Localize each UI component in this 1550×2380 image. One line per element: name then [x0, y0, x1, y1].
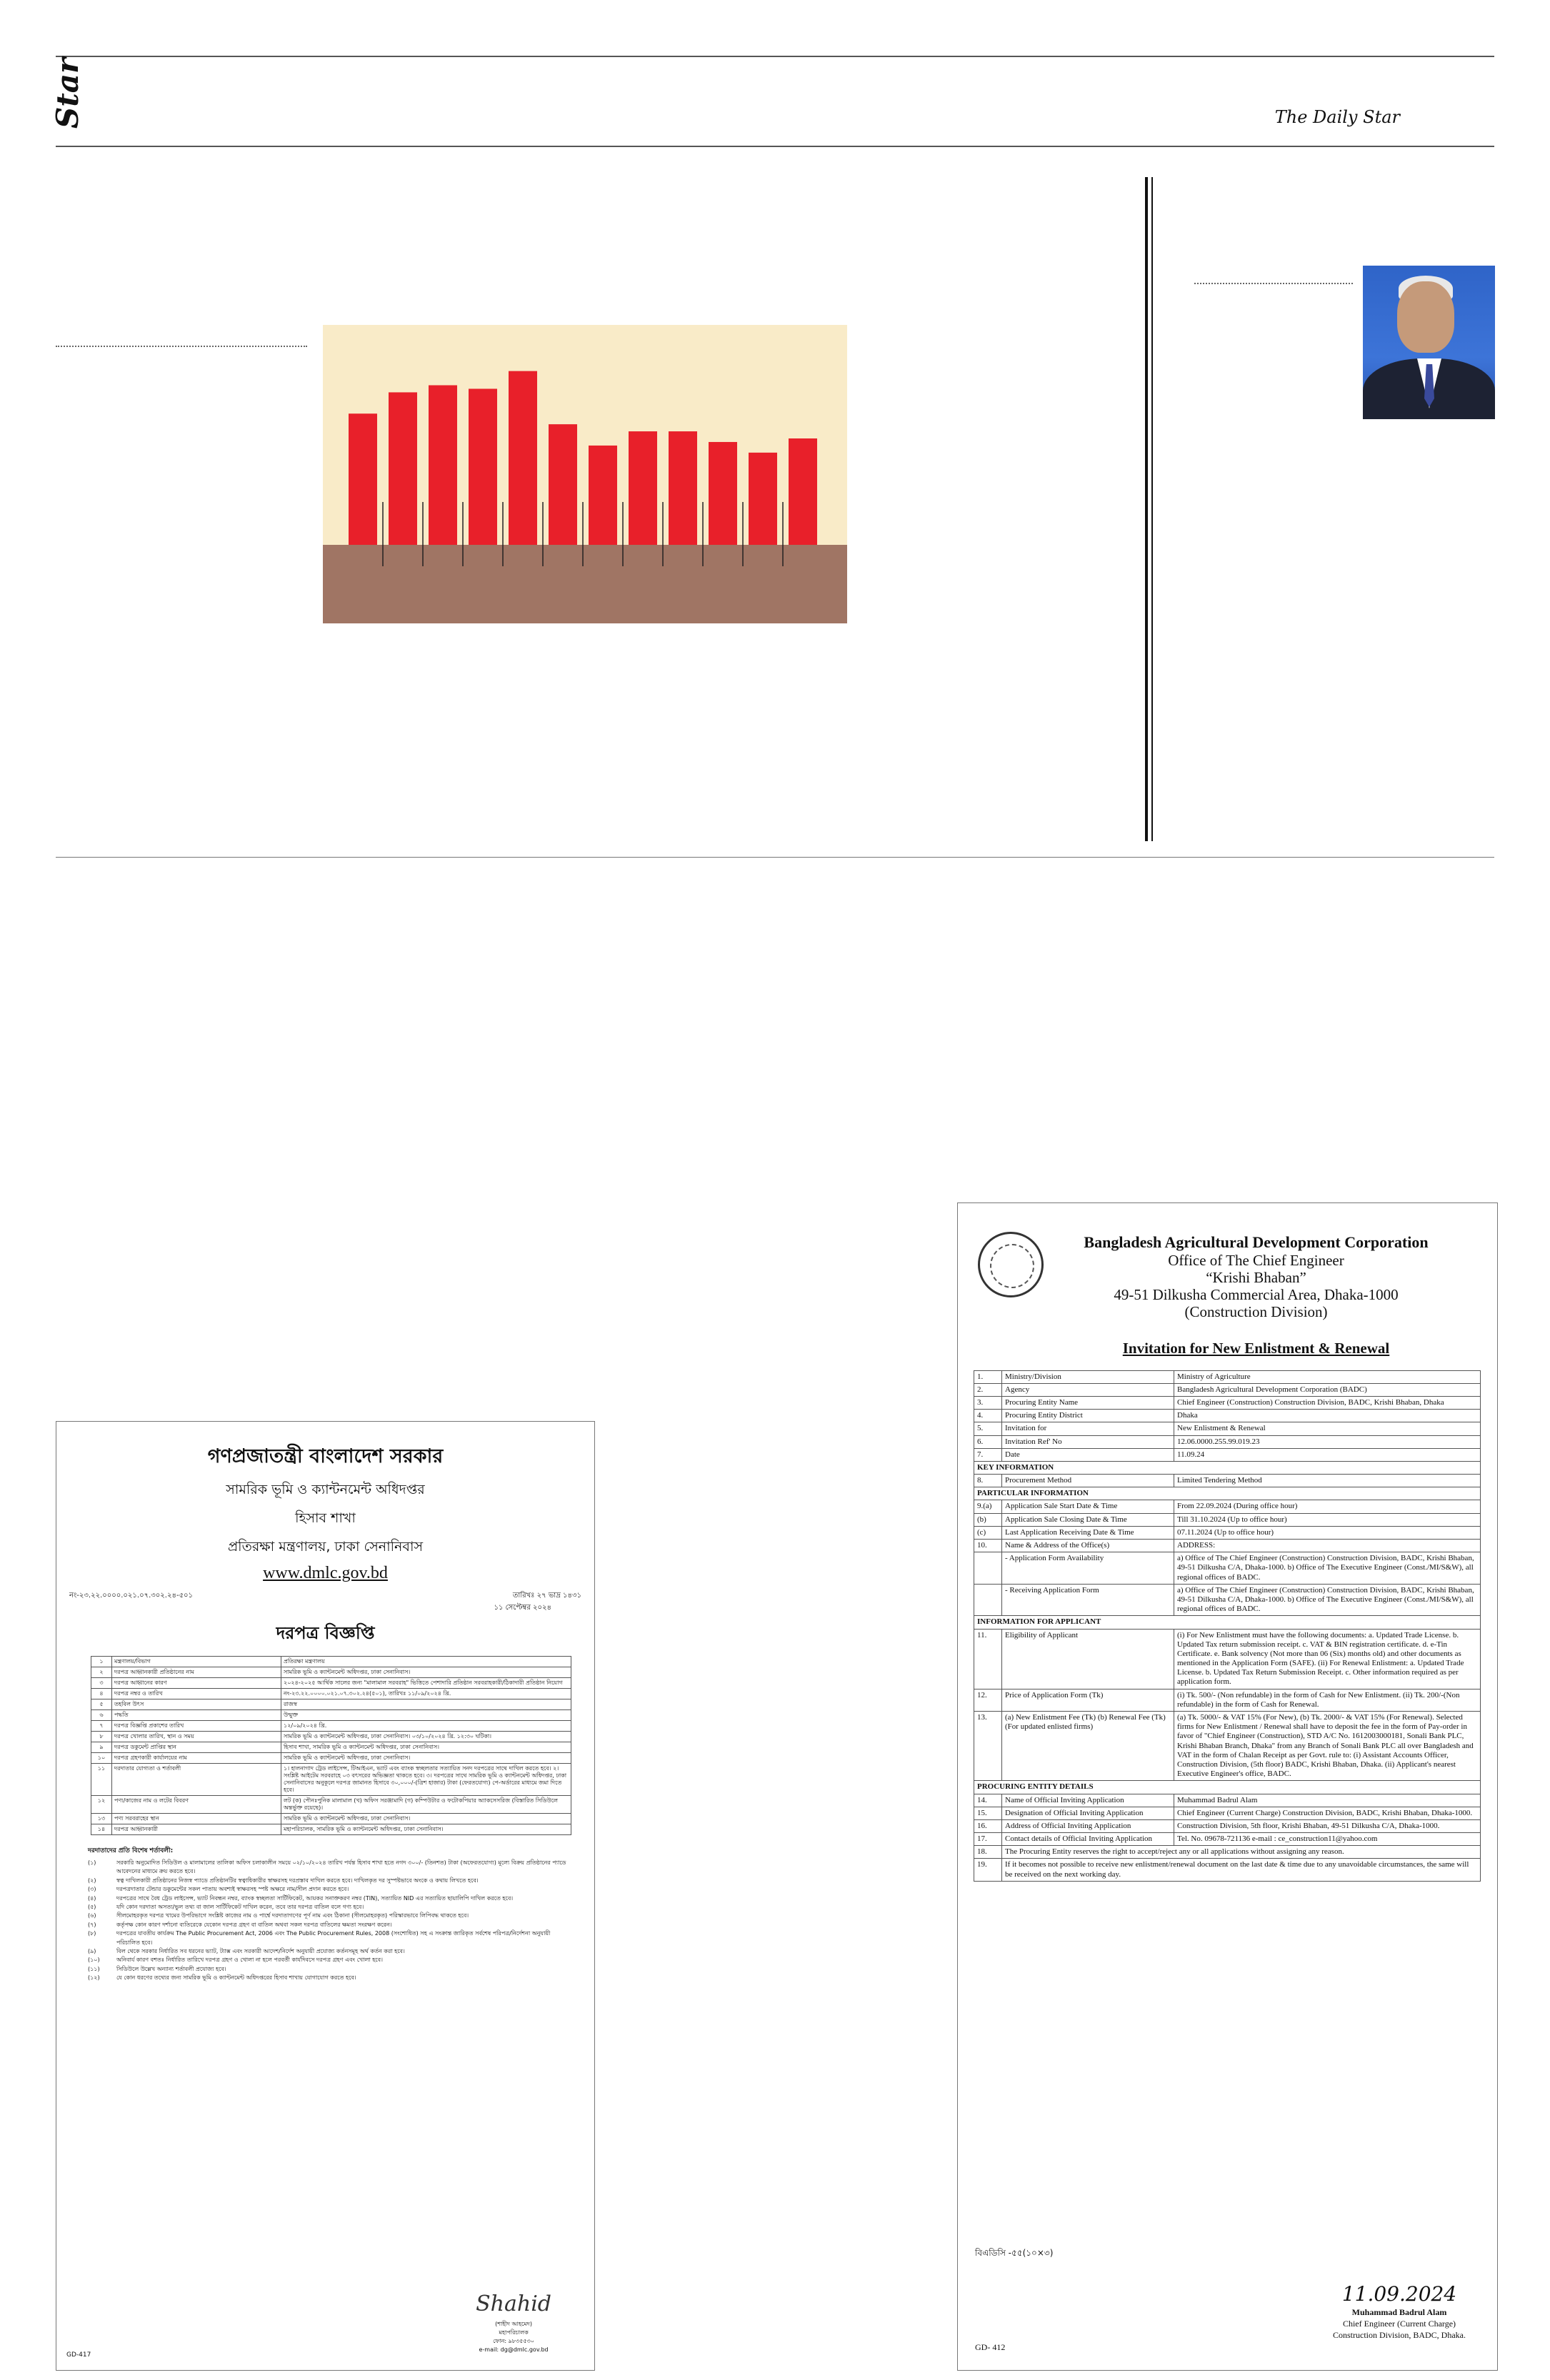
badc-invitation-title: Invitation for New Enlistment & Renewal	[1122, 1339, 1390, 1357]
tender-table-row	[91, 1732, 571, 1742]
term-item	[88, 1859, 570, 1877]
notice-heading: দরপত্র বিজ্ঞপ্তি	[276, 1623, 375, 1643]
tender-cell-label: মন্ত্রণালয়/বিভাগ	[112, 1657, 281, 1667]
term-text: দরপত্রের সাথে বৈধ ট্রেড লাইসেন্স, ভ্যাট নিবন্ধন নম্বর, ব্যাংক স্বচ্ছলতা সার্টিফিকেট, আয়কর সনাক্তকরণ নম্বর (TIN), সত্যায়িত NID এর সত্যায়িত ছায়ালিপি দাখিল করতে হবে।	[116, 1894, 514, 1902]
term-number: (১)	[88, 1859, 96, 1866]
tender-cell-label: দরপত্র গ্রহণকারী কার্যালয়ের নাম	[112, 1753, 281, 1764]
gd-number: GD-417	[66, 2351, 91, 2359]
badc-cell-n: 18.	[974, 1846, 1002, 1859]
badc-cell-n: 6.	[974, 1435, 1002, 1448]
term-item	[88, 1974, 570, 1982]
terms-heading: দরদাতাদের প্রতি বিশেষ শর্তাবলী:	[88, 1847, 174, 1854]
term-item	[88, 1947, 570, 1956]
tender-cell-n: ১২	[91, 1796, 112, 1814]
notice-website: www.dmlc.gov.bd	[263, 1564, 388, 1582]
tender-table-row	[91, 1764, 571, 1796]
column-divider	[1145, 177, 1148, 841]
badc-table-row	[974, 1500, 1481, 1513]
badc-table-row	[974, 1422, 1481, 1435]
badc-cell-n	[974, 1552, 1002, 1585]
term-item	[88, 1885, 570, 1894]
term-number: (৭)	[88, 1921, 96, 1928]
term-number: (৬)	[88, 1912, 96, 1919]
tender-table-row	[91, 1742, 571, 1753]
term-text: সিডিউলে উল্লেখ অন্যান্য শর্তাবলী প্রযোজ্য হবে।	[116, 1965, 226, 1972]
term-item	[88, 1956, 570, 1964]
tender-table-row	[91, 1824, 571, 1835]
badc-cell-value: (a) Tk. 5000/- & VAT 15% (For New), (b) Tk. 2000/- & VAT 15% (For Renewal). Selected firms for New Enlistment / Renewal shall have to deposit the fee in the form of Pay-order in favor of "Chief Engineer (Construction), STD A/C No. 1612003000181, Sonali Bank PLC, Krishi Bhaban Branch, Dhaka" from any Branch of Sonali Bank PLC all over Bangladesh and VAT in the form of Chalan Receipt as per Govt. rule to: (i) Assistant Accounts Officer, Construction Division, (5th floor) BADC, Krishi Bhaban, Dhaka. (ii) Applicant's nearest Executive Engineer's office, BADC.	[1174, 1712, 1481, 1781]
term-number: (৮)	[88, 1930, 96, 1937]
badc-cell-value: (i) Tk. 500/- (Non refundable) in the form of Cash for New Enlistment. (ii) Tk. 200/-(Non refundable) in the form of Cash for Renewal.	[1174, 1689, 1481, 1711]
signer-designation: মহাপরিচালক	[499, 2329, 529, 2336]
tender-cell-n: ১৩	[91, 1814, 112, 1824]
notice-dept: সামরিক ভূমি ও ক্যান্টনমেন্ট অধিদপ্তর	[226, 1482, 425, 1497]
badc-section-header: PARTICULAR INFORMATION	[974, 1487, 1481, 1500]
tender-cell-value: ১২/০৯/২০২৪ খ্রি.	[281, 1721, 571, 1732]
badc-cell-value: Limited Tendering Method	[1174, 1475, 1481, 1487]
badc-cell-label: Designation of Official Inviting Application	[1002, 1807, 1174, 1819]
term-number: (১২)	[88, 1974, 100, 1982]
term-text: দরপত্রের যাবতীয় কার্যক্রম The Public Procurement Act, 2006 এবং The Public Procurement Rules, 2008 (সংশোধিত) সহ এ সংক্রান্ত জারিকৃত সর্বশেষ পরিপত্র/নির্দেশনা অনুযায়ী পরিচালিত হবে।	[116, 1930, 551, 1946]
chart-bar	[669, 431, 697, 545]
badc-cell-value: The Procuring Entity reserves the right to accept/reject any or all applications without assigning any reason.	[1002, 1846, 1481, 1859]
tender-cell-value: সামরিক ভূমি ও ক্যান্টনমেন্ট অধিদপ্তর, ঢাকা সেনানিবাস। ০৩/১০/২০২৪ খ্রি. ১২:৩০ ঘটিকা।	[281, 1732, 571, 1742]
badc-building: “Krishi Bhaban”	[1206, 1269, 1306, 1287]
chart-bar	[549, 424, 577, 545]
tender-cell-label: দরপত্র খোলার তারিখ, স্থান ও সময়	[112, 1732, 281, 1742]
badc-cell-n: 19.	[974, 1859, 1002, 1881]
badc-cell-n: 1.	[974, 1370, 1002, 1383]
notice-date-bn: ২৭ ভাদ্র ১৪৩১	[536, 1592, 581, 1600]
tender-cell-value: ২০২৪-২০২৫ আর্থিক সালের জন্য "মালামাল সরবরাহ" ভিত্তিতে পেশাদারি প্রতিষ্ঠান সরবরাহকারী/ঠিকাদারী প্রতিষ্ঠান নিয়োগ	[281, 1678, 571, 1689]
tender-cell-label: তহবিল উৎস	[112, 1699, 281, 1710]
badc-cell-label: Application Sale Start Date & Time	[1002, 1500, 1174, 1513]
badc-cell-label: Application Sale Closing Date & Time	[1002, 1513, 1174, 1526]
badc-signer-designation: Chief Engineer (Current Charge)	[1342, 2318, 1456, 2329]
badc-table-row	[974, 1689, 1481, 1711]
notice-date-label: তারিখঃ	[512, 1592, 535, 1600]
tender-cell-n: ৪	[91, 1689, 112, 1699]
badc-cell-value: If it becomes not possible to receive new enlistment/renewal document on the last date & time due to any unavoidable circumstances, the same will be received on the next working day.	[1002, 1859, 1481, 1881]
notice-signature-block	[476, 2288, 551, 2354]
term-item	[88, 1929, 570, 1947]
badc-cell-value: a) Office of The Chief Engineer (Construction) Construction Division, BADC, Krishi Bhaban, 49-51 Dilkusha C/A, Dhaka-1000. b) Office of The Executive Engineer (Const./MI/S&W), all regional offices of BADC.	[1174, 1584, 1481, 1616]
badc-cell-value: Muhammad Badrul Alam	[1174, 1794, 1481, 1807]
tender-cell-value: মহাপরিচালক, সামরিক ভূমি ও ক্যান্টনমেন্ট অধিদপ্তর, ঢাকা সেনানিবাস।	[281, 1824, 571, 1835]
badc-cell-value: Tel. No. 09678-721136 e-mail : ce_construction11@yahoo.com	[1174, 1833, 1481, 1846]
badc-ad-code: বিএডিসি -৫৫(১০×৩)	[975, 2248, 1054, 2258]
terms-list	[88, 1859, 570, 1982]
badc-cell-label: Date	[1002, 1448, 1174, 1461]
badc-cell-label: Name of Official Inviting Application	[1002, 1794, 1174, 1807]
badc-cell-value: New Enlistment & Renewal	[1174, 1422, 1481, 1435]
signer-name: (শাহীদ আহমেদ)	[495, 2321, 533, 2327]
badc-table-row	[974, 1552, 1481, 1585]
badc-cell-n: 14.	[974, 1794, 1002, 1807]
chart-caption-rule	[56, 346, 307, 347]
chart-bar	[709, 442, 737, 545]
tender-cell-label: দরপত্র আহ্বানের কারণ	[112, 1678, 281, 1689]
badc-cell-value: 11.09.24	[1174, 1448, 1481, 1461]
tender-cell-n: ৮	[91, 1732, 112, 1742]
tender-cell-label: দরপত্র আহ্বানকারী	[112, 1824, 281, 1835]
badc-table-row	[974, 1846, 1481, 1859]
badc-table-row	[974, 1370, 1481, 1383]
badc-cell-value: From 22.09.2024 (During office hour)	[1174, 1500, 1481, 1513]
tender-notice-bangla	[56, 1421, 595, 2371]
tender-cell-label: দরপত্র আহ্বানকারী প্রতিষ্ঠানের নাম	[112, 1667, 281, 1678]
chart-bar	[429, 386, 457, 546]
badc-cell-value: Construction Division, 5th floor, Krishi Bhaban, 49-51 Dilkusha C/A, Dhaka-1000.	[1174, 1819, 1481, 1832]
tender-table-row	[91, 1699, 571, 1710]
notice-date-en: ১১ সেপ্টেম্বর ২০২৪	[494, 1604, 551, 1612]
badc-cell-n: 3.	[974, 1396, 1002, 1409]
top-rule	[56, 56, 1494, 57]
badc-cell-value: a) Office of The Chief Engineer (Construction) Construction Division, BADC, Krishi Bhaban, 49-51 Dilkusha C/A, Dhaka-1000. b) Office of The Executive Engineer (Const./MI/S&W), all regional offices of BADC.	[1174, 1552, 1481, 1585]
chart-ground	[323, 545, 847, 623]
badc-cell-label: Invitation for	[1002, 1422, 1174, 1435]
chart-bar	[629, 431, 657, 545]
badc-cell-n: 4.	[974, 1410, 1002, 1422]
badc-cell-label: Address of Official Inviting Application	[1002, 1819, 1174, 1832]
masthead-rule	[56, 146, 1494, 147]
badc-logo-icon	[978, 1232, 1044, 1297]
tender-cell-n: ৭	[91, 1721, 112, 1732]
tender-table-row	[91, 1721, 571, 1732]
signer-email: e-mail: dg@dmlc.gov.bd	[479, 2346, 549, 2353]
badc-section-header: INFORMATION FOR APPLICANT	[974, 1616, 1481, 1629]
badc-table-row	[974, 1410, 1481, 1422]
badc-cell-label: Ministry/Division	[1002, 1370, 1174, 1383]
tender-cell-value: নং-২৩.২২.০০০০.০২১.০৭.৩০২.২৪(৫০১), তারিখঃ ১১/০৯/২০২৪ খ্রি.	[281, 1689, 571, 1699]
tender-cell-label: পণ্য সরবরাহের স্থান	[112, 1814, 281, 1824]
badc-org-name: Bangladesh Agricultural Development Corporation	[1084, 1233, 1429, 1251]
badc-cell-value: 12.06.0000.255.99.019.23	[1174, 1435, 1481, 1448]
badc-table-row	[974, 1807, 1481, 1819]
tender-table-row	[91, 1710, 571, 1721]
term-text: অনিবার্য কারণ বশতঃ নির্ধারিত তারিখে দরপত্র গ্রহণ ও খোলা না হলে পরবর্তী কার্যদিবসে দরপত্র গ্রহণ এবং খোলা হবে।	[116, 1957, 383, 1964]
badc-cell-n: 16.	[974, 1819, 1002, 1832]
notice-govt-title: গণপ্রজাতন্ত্রী বাংলাদেশ সরকার	[207, 1445, 444, 1467]
badc-table-row	[974, 1435, 1481, 1448]
byline-rule	[1194, 283, 1353, 284]
tender-cell-n: ৬	[91, 1710, 112, 1721]
term-text: বিল থেকে সরকার নির্ধারিত সব ধরনের ভ্যাট, ট্যাক্স এবং সরকারী আদেশ/নির্দেশ অনুযায়ী প্রযোজ্য কর্তনসমূহ অর্থ কর্তন করা হবে।	[116, 1947, 405, 1954]
bar-chart-svg	[323, 325, 847, 623]
badc-cell-label: Price of Application Form (Tk)	[1002, 1689, 1174, 1711]
author-photo	[1363, 266, 1495, 419]
badc-cell-n: 15.	[974, 1807, 1002, 1819]
term-text: সীলমোহরকৃত দরপত্র খামের উপরিভাগে সংশ্লিষ্ট কাজের নাম ও পার্শ্বে দরদাতাগণের পূর্ণ নাম এবং ঠিকানা (সীলমোহরকৃত) পরিস্কারভাবে লিপিবদ্ধ থাকতে হবে।	[116, 1912, 469, 1919]
term-item	[88, 1877, 570, 1885]
badc-cell-n: (b)	[974, 1513, 1002, 1526]
tender-cell-value: উন্মুক্ত	[281, 1710, 571, 1721]
term-text: যদি কোন দরদাতা অসত্য/ভুল তথ্য বা জাল সার্টিফিকেট দাখিল করেন, তবে তার দরপত্র বাতিল বলে গণ্য হবে।	[116, 1903, 364, 1910]
badc-cell-label: (a) New Enlistment Fee (Tk) (b) Renewal Fee (Tk) (For updated enlisted firms)	[1002, 1712, 1174, 1781]
term-text: দরপত্রদাতার টেন্ডার ডকুমেন্টের সকল পাতায় অবশ্যই স্বাক্ষরসহ স্পষ্ট অক্ষরে নাম/সীল প্রদান করতে হবে।	[116, 1886, 349, 1893]
tender-cell-value: সামরিক ভূমি ও ক্যান্টনমেন্ট অধিদপ্তর, ঢাকা সেনানিবাস।	[281, 1814, 571, 1824]
notice-section: হিসাব শাখা	[295, 1510, 356, 1526]
tender-table-row	[91, 1667, 571, 1678]
badc-table-row	[974, 1781, 1481, 1794]
term-number: (৩)	[88, 1886, 96, 1893]
tender-cell-n: ১০	[91, 1753, 112, 1764]
badc-cell-label: Procuring Entity District	[1002, 1410, 1174, 1422]
badc-cell-value: Till 31.10.2024 (Up to office hour)	[1174, 1513, 1481, 1526]
tender-cell-value: রাজস্ব	[281, 1699, 571, 1710]
chart-bar	[469, 388, 497, 545]
badc-table-row	[974, 1396, 1481, 1409]
tender-cell-n: ৫	[91, 1699, 112, 1710]
term-text: স্বত্ব দাখিলকারী প্রতিষ্ঠানের নিজস্ব প্যাডে প্রতিষ্ঠানটির স্বত্বাধিকারীর স্বাক্ষরসহ দরপ্রস্তাব দাখিল করতে হবে। দাখিলকৃত দর সুস্পষ্টভাবে অংকে ও কথায় লিখতে হবে।	[116, 1877, 479, 1884]
badc-cell-label: Invitation Ref' No	[1002, 1435, 1174, 1448]
badc-cell-n: (c)	[974, 1526, 1002, 1539]
term-text: যে কোন ধরণের তথ্যের জন্য সামরিক ভূমি ও ক্যান্টনমেন্ট অধিদপ্তরের হিসাব শাখায় যোগাযোগ করতে হবে।	[116, 1974, 356, 1982]
tender-table-row	[91, 1657, 571, 1667]
tender-cell-label: দরপত্র নম্বর ও তারিখ	[112, 1689, 281, 1699]
badc-cell-n: 11.	[974, 1629, 1002, 1689]
chart-bar	[749, 453, 777, 545]
term-number: (৪)	[88, 1894, 96, 1902]
badc-cell-label: Agency	[1002, 1383, 1174, 1396]
badc-signer-name: Muhammad Badrul Alam	[1351, 2307, 1447, 2318]
badc-cell-value: Dhaka	[1174, 1410, 1481, 1422]
tender-table-row	[91, 1753, 571, 1764]
tender-cell-n: ২	[91, 1667, 112, 1678]
tender-cell-value: হিসাব শাখা, সামরিক ভূমি ও ক্যান্টনমেন্ট অধিদপ্তর, ঢাকা সেনানিবাস।	[281, 1742, 571, 1753]
chart-bar	[509, 371, 537, 545]
badc-cell-label: - Application Form Availability	[1002, 1552, 1174, 1585]
term-item	[88, 1921, 570, 1929]
badc-signature-block	[1333, 2281, 1466, 2341]
badc-info-table	[974, 1370, 1481, 1882]
badc-table-row	[974, 1487, 1481, 1500]
signature-image: Shahid	[476, 2291, 551, 2316]
tender-cell-value: সামরিক ভূমি ও ক্যান্টনমেন্ট অধিদপ্তর, ঢাকা সেনানিবাস।	[281, 1753, 571, 1764]
badc-cell-n: 13.	[974, 1712, 1002, 1781]
tender-cell-label: পণ্য/কাজের নাম ও লটের বিবরণ	[112, 1796, 281, 1814]
badc-cell-n: 5.	[974, 1422, 1002, 1435]
tender-cell-value: প্রতিরক্ষা মন্ত্রণালয়	[281, 1657, 571, 1667]
badc-section-header: KEY INFORMATION	[974, 1461, 1481, 1474]
tender-cell-label: পদ্ধতি	[112, 1710, 281, 1721]
term-item	[88, 1912, 570, 1920]
term-number: (১১)	[88, 1965, 100, 1972]
tender-cell-label: দরদাতার যোগ্যতা ও শর্তাবলী	[112, 1764, 281, 1796]
term-text: কর্তৃপক্ষ কোন কারণ দর্শানো ব্যতিরেকে যেকোন দরপত্র গ্রহণ বা বাতিল অথবা সকল দরপত্র বাতিলের ক্ষমতা সংরক্ষণ করেন।	[116, 1921, 392, 1928]
tender-table-row	[91, 1796, 571, 1814]
badc-address: 49-51 Dilkusha Commercial Area, Dhaka-1000	[1114, 1286, 1399, 1304]
tender-cell-n: ১১	[91, 1764, 112, 1796]
tender-cell-label: দরপত্র বিজ্ঞপ্তি প্রকাশের তারিখ	[112, 1721, 281, 1732]
badc-table-row	[974, 1833, 1481, 1846]
badc-cell-label: - Receiving Application Form	[1002, 1584, 1174, 1616]
badc-cell-n: 7.	[974, 1448, 1002, 1461]
term-item	[88, 1903, 570, 1912]
term-number: (১০)	[88, 1957, 100, 1964]
badc-cell-value: ADDRESS:	[1174, 1540, 1481, 1552]
badc-table-row	[974, 1448, 1481, 1461]
badc-table-row	[974, 1540, 1481, 1552]
badc-cell-value: Chief Engineer (Construction) Construction Division, BADC, Krishi Bhaban, Dhaka	[1174, 1396, 1481, 1409]
badc-cell-n: 17.	[974, 1833, 1002, 1846]
badc-cell-n: 12.	[974, 1689, 1002, 1711]
tender-cell-n: ১৪	[91, 1824, 112, 1835]
tender-cell-value: লট (ক) পৌনঃপুনিক মালামাল (খ) অফিস সরঞ্জামাদি (গ) কম্পিউটার ও ফটোকপিয়ার অ্যাকসেসরিজ (বিস্তারিত সিডিউলে অন্তর্ভুক্ত রয়েছে)।	[281, 1796, 571, 1814]
badc-table-row	[974, 1794, 1481, 1807]
badc-cell-n: 2.	[974, 1383, 1002, 1396]
badc-table-row	[974, 1819, 1481, 1832]
tender-cell-n: ৯	[91, 1742, 112, 1753]
bar-chart	[323, 325, 847, 623]
badc-cell-n: 10.	[974, 1540, 1002, 1552]
badc-cell-value: Ministry of Agriculture	[1174, 1370, 1481, 1383]
badc-table-row	[974, 1584, 1481, 1616]
badc-division: (Construction Division)	[1184, 1303, 1328, 1321]
badc-table-row	[974, 1461, 1481, 1474]
badc-office: Office of The Chief Engineer	[1168, 1252, 1344, 1269]
badc-signature-image: 11.09.2024	[1341, 2282, 1457, 2306]
term-item	[88, 1894, 570, 1903]
badc-enlistment-notice	[957, 1202, 1498, 2371]
badc-signer-division: Construction Division, BADC, Dhaka.	[1333, 2329, 1466, 2340]
tender-cell-value: ১। হালনাগাদ ট্রেড লাইসেন্স, টিআইএন, ভ্যাট এবং ব্যাংক স্বচ্ছলতার সত্যায়িত সনদ দরপত্রের সাথে দাখিল করতে হবে। ২। সংশ্লিষ্ট আইটেম সরবরাহে ০৩ বৎসরের অভিজ্ঞতা থাকতে হবে। ৩। দরপত্রের সাথে সামরিক ভূমি ও ক্যান্টনমেন্ট অধিদপ্তর, ঢাকা সেনানিবাসের অনুকূলে দরপত্র জামানত হিসাবে ৩০,০০০/-(ত্রিশ হাজার) টাকা (ফেরতযোগ্য) পে-অর্ডারের মাধ্যমে জমা দিতে হবে।	[281, 1764, 571, 1796]
signer-phone: ফোন: ৯৮৩৫৫৩০	[493, 2338, 534, 2344]
badc-cell-value: 07.11.2024 (Up to office hour)	[1174, 1526, 1481, 1539]
badc-cell-label: Procurement Method	[1002, 1475, 1174, 1487]
term-number: (৫)	[88, 1903, 96, 1910]
notice-ref: নং-২৩.২২.০০০০.০২১.০৭.৩০২.২৪-৫০১	[69, 1592, 194, 1600]
tender-table-row	[91, 1678, 571, 1689]
tender-cell-value: সামরিক ভূমি ও ক্যান্টনমেন্ট অধিদপ্তর, ঢাকা সেনানিবাস।	[281, 1667, 571, 1678]
badc-table-row	[974, 1526, 1481, 1539]
badc-cell-label: Eligibility of Applicant	[1002, 1629, 1174, 1689]
badc-table-row	[974, 1616, 1481, 1629]
term-item	[88, 1965, 570, 1974]
badc-cell-n: 8.	[974, 1475, 1002, 1487]
badc-cell-n: 9.(a)	[974, 1500, 1002, 1513]
tender-cell-label: দরপত্র ডকুমেন্ট প্রাপ্তির স্থান	[112, 1742, 281, 1753]
masthead-brand: The Daily Star	[1274, 107, 1400, 127]
badc-table-row	[974, 1859, 1481, 1881]
badc-cell-value: Bangladesh Agricultural Development Corporation (BADC)	[1174, 1383, 1481, 1396]
chart-bar	[789, 438, 817, 545]
badc-cell-label: Last Application Receiving Date & Time	[1002, 1526, 1174, 1539]
tender-cell-n: ৩	[91, 1678, 112, 1689]
term-text: সরকারি অনুমোদিত সিডিউল ও মালামালের তালিকা অফিস চলাকালীন সময়ে ০২/১০/২০২৪ তারিখ পর্যন্ত হিসাব শাখা হতে নগদ ৩০০/- (তিনশত) টাকা (অফেরতযোগ্য) মূল্যে বিক্রয় প্রতিষ্ঠানের প্যাডে আবেদনের মাধ্যমে ক্রয় করতে হবে।	[116, 1859, 566, 1875]
tender-table-row	[91, 1814, 571, 1824]
badc-cell-label: Name & Address of the Office(s)	[1002, 1540, 1174, 1552]
chart-bar	[349, 413, 377, 545]
notice-ministry: প্রতিরক্ষা মন্ত্রণালয়, ঢাকা সেনানিবাস	[227, 1539, 424, 1555]
masthead-logo: Star	[50, 57, 85, 129]
tender-table-row	[91, 1689, 571, 1699]
badc-cell-n	[974, 1584, 1002, 1616]
badc-gd-number: GD- 412	[975, 2342, 1006, 2352]
chart-bar	[589, 446, 617, 545]
tender-cell-n: ১	[91, 1657, 112, 1667]
term-number: (৯)	[88, 1947, 96, 1954]
term-number: (২)	[88, 1877, 96, 1884]
chart-bar	[389, 392, 417, 545]
badc-table-row	[974, 1629, 1481, 1689]
badc-cell-label: Contact details of Official Inviting Application	[1002, 1833, 1174, 1846]
badc-table-row	[974, 1383, 1481, 1396]
badc-cell-value: Chief Engineer (Current Charge) Construction Division, BADC, Krishi Bhaban, Dhaka-1000.	[1174, 1807, 1481, 1819]
badc-table-row	[974, 1712, 1481, 1781]
badc-cell-label: Procuring Entity Name	[1002, 1396, 1174, 1409]
column-divider-thin	[1151, 177, 1153, 841]
tender-table	[91, 1656, 571, 1835]
badc-table-row	[974, 1475, 1481, 1487]
badc-table-row	[974, 1513, 1481, 1526]
section-rule	[56, 857, 1494, 858]
badc-cell-value: (i) For New Enlistment must have the following documents: a. Updated Trade License. b. Updated Tax return submission receipt. c. VAT & BIN registration certificate. d. e-Tin Certificate. e. Bank solvency (Not more than 06 (Six) months old) and other documents as mentioned in the Application Form (SAFE). (ii) For Renewal Enlistment: a. Updated Trade License. b. Updated Tax Return Submission Receipt. c. Other information required as per application form.	[1174, 1629, 1481, 1689]
badc-section-header: PROCURING ENTITY DETAILS	[974, 1781, 1481, 1794]
